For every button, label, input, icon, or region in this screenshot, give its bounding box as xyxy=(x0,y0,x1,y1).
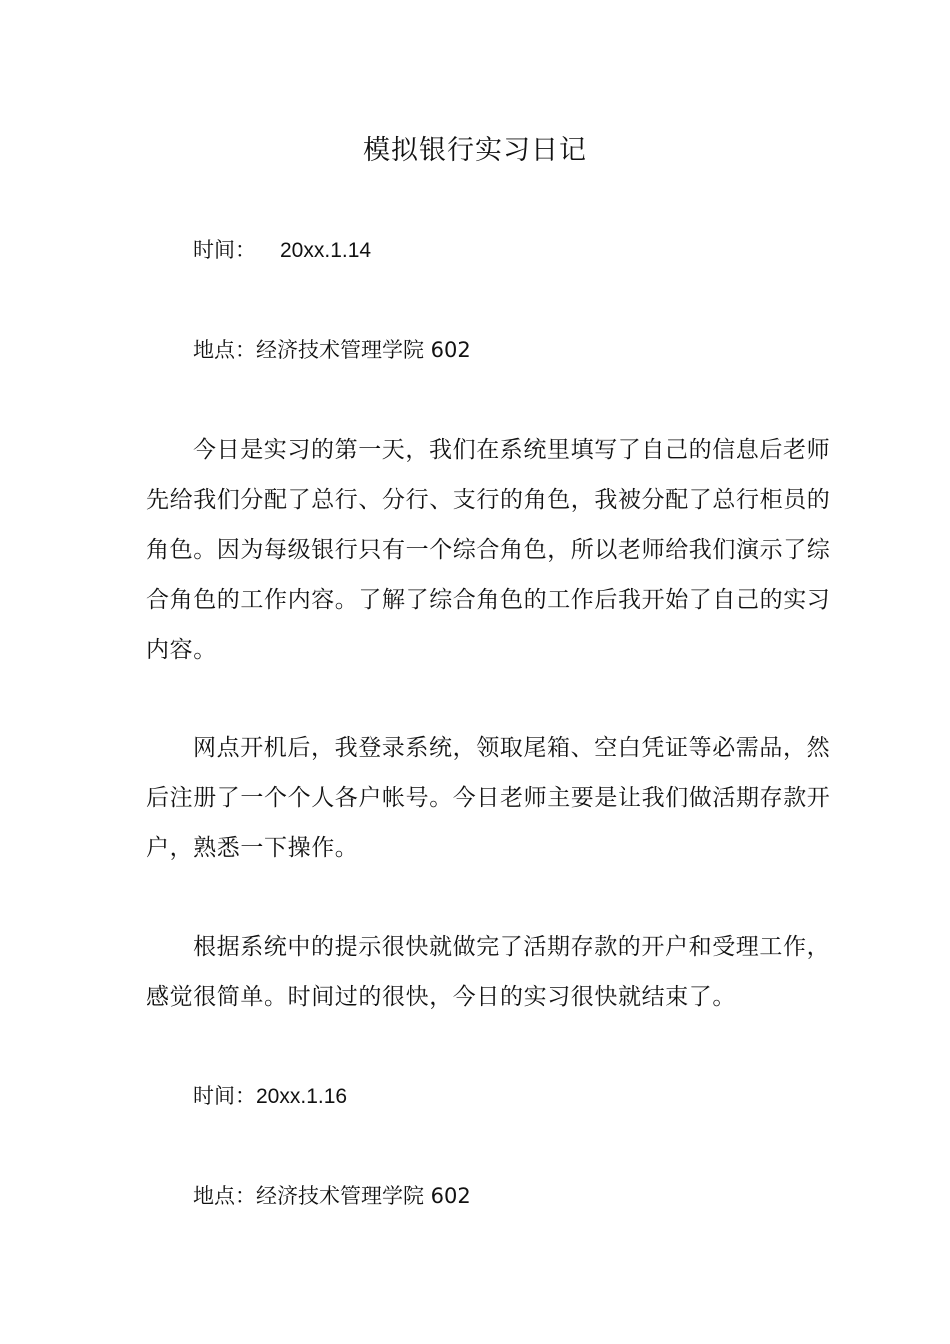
entry2-time-value: 20xx.1.16 xyxy=(256,1085,348,1108)
entry2-place-line xyxy=(193,1181,471,1211)
entry1-place-label: 地点： xyxy=(193,338,256,362)
entry1-time-label: 时间： xyxy=(193,238,256,262)
entry2-time-line xyxy=(193,1081,347,1112)
entry1-time-line xyxy=(193,235,371,266)
entry1-place-line xyxy=(193,335,471,365)
entry1-place-value: 经济技术管理学院 602 xyxy=(256,338,471,362)
document-title: 模拟银行实习日记 xyxy=(363,135,587,166)
entry2-time-label: 时间： xyxy=(193,1084,256,1108)
entry1-paragraph-2: 网点开机后，我登录系统，领取尾箱、空白凭证等必需品，然后注册了一个个人各户帐号。今日老师主要是让我们做活期存款开户，熟悉一下操作。 xyxy=(146,735,831,861)
entry1-time-value: 20xx.1.14 xyxy=(280,239,372,262)
entry1-paragraph-3: 根据系统中的提示很快就做完了活期存款的开户和受理工作，感觉很简单。时间过的很快，今日的实习很快就结束了。 xyxy=(146,934,831,1010)
entry2-place-label: 地点： xyxy=(193,1184,256,1208)
entry2-place-value: 经济技术管理学院 602 xyxy=(256,1184,471,1208)
entry1-paragraph-1: 今日是实习的第一天，我们在系统里填写了自己的信息后老师先给我们分配了总行、分行、支行的角色，我被分配了总行柜员的角色。因为每级银行只有一个综合角色，所以老师给我们演示了综合角色的工作内容。了解了综合角色的工作后我开始了自己的实习内容。 xyxy=(146,437,831,663)
